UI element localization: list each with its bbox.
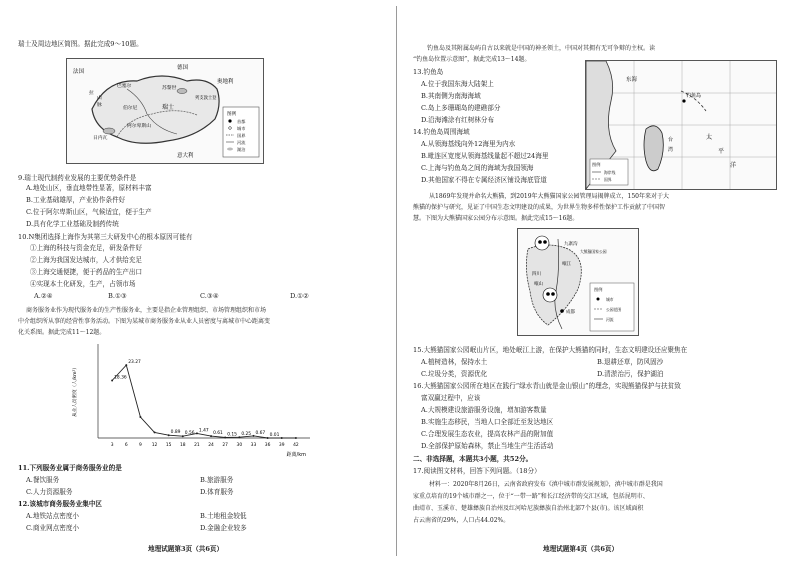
chart-point bbox=[139, 416, 141, 418]
chart-x-tick: 30 bbox=[236, 443, 243, 448]
section-2-heading: 二、非选择题，本题共3小题，共52分。 bbox=[413, 455, 533, 463]
map-label-germany: 德国 bbox=[177, 65, 189, 71]
q17-material-line-3: 曲靖市、玉溪市、楚雄彝族自治州及红河哈尼族彝族自治州北部7个县(市)。该区域面积 bbox=[413, 505, 644, 512]
diaoyu-map-label-island: 钓鱼岛 bbox=[686, 93, 702, 99]
swiss-legend-capital: 首都 bbox=[237, 119, 246, 124]
chart-point bbox=[182, 435, 184, 437]
q9-option-b: B.工业基础雄厚，产业协作条件好 bbox=[26, 196, 126, 204]
q14-option-c: C.上海与钓鱼岛之间的海域为我国领海 bbox=[421, 164, 534, 172]
chart-x-tick: 27 bbox=[222, 443, 228, 448]
map-label-austria: 奥地利 bbox=[217, 79, 234, 85]
chart-point bbox=[238, 436, 240, 438]
q14-option-b: B.毗连区宽度从领海基线量起不超过24海里 bbox=[421, 152, 549, 160]
chart-data-label: 0.67 bbox=[255, 430, 266, 436]
chart-x-tick: 24 bbox=[208, 443, 214, 448]
chart-y-label: 从业人员密度（人/km²） bbox=[73, 365, 78, 417]
chart-data-label: 18.36 bbox=[114, 375, 127, 381]
map-label-italy: 意大利 bbox=[177, 153, 194, 159]
q10-item-2: ②上海为我国发达城市，人才供给充足 bbox=[30, 256, 143, 264]
panda-map-drawing bbox=[518, 229, 638, 335]
chart-x-tick: 33 bbox=[250, 443, 257, 448]
q9-option-a: A.地处山区，垂直地带性显著，原材料丰富 bbox=[26, 184, 152, 192]
chart-data-label: 23.27 bbox=[128, 360, 141, 366]
swiss-map-drawing bbox=[67, 59, 263, 163]
q12-stem: 12.该城市商务服务业集中区 bbox=[18, 500, 103, 508]
q17-stem: 17.阅读图文材料，回答下列问题。（18分） bbox=[413, 467, 541, 475]
diaoyu-map bbox=[585, 60, 777, 190]
diaoyu-map-label-yang: 洋 bbox=[730, 162, 737, 169]
chart-point bbox=[154, 431, 156, 433]
map-label-france: 法国 bbox=[73, 69, 85, 75]
chart-data-label: 1.47 bbox=[198, 428, 209, 434]
q10-option-a: A.②④ bbox=[34, 292, 53, 300]
diaoyu-map-label-tai2: 太 bbox=[706, 134, 713, 141]
q16-option-d: D.全部保护原始森林，禁止当地生产生活活动 bbox=[421, 442, 554, 450]
q15-option-d: D.清淤治污，保护湖泊 bbox=[597, 370, 664, 378]
panda-map-label-jiuzhaigou: 九寨沟 bbox=[564, 242, 578, 247]
q11-option-a: A.餐饮服务 bbox=[26, 476, 60, 484]
chart-point bbox=[224, 437, 226, 439]
chart-point bbox=[295, 437, 297, 439]
q13-option-d: D.沿海滩涂有红树林分布 bbox=[421, 116, 495, 124]
q11-option-d: D.体育服务 bbox=[200, 488, 234, 496]
q10-option-c: C.③④ bbox=[200, 292, 219, 300]
right-page bbox=[397, 0, 794, 561]
panda-passage-line-3: 慧。下图为大熊猫国家公园分布示意图。据此完成15～16题。 bbox=[413, 215, 579, 222]
chart-point bbox=[252, 435, 254, 437]
map-label-geneva: 日内瓦 bbox=[93, 136, 108, 141]
panda-map-label-park: 大熊猫国家公园 bbox=[580, 249, 607, 254]
q15-option-c: C.垃圾分类，资源优化 bbox=[421, 370, 488, 378]
chart-x-tick: 3 bbox=[110, 443, 114, 448]
swiss-legend-title: 图例 bbox=[227, 112, 237, 117]
swiss-legend-city: 城市 bbox=[237, 126, 246, 131]
chart-data-label: 0.56 bbox=[184, 431, 195, 437]
q16-option-b: B.实施生态移民，当地人口全部迁至发达地区 bbox=[421, 418, 554, 426]
diaoyu-intro-line-1: 钓鱼岛及其附属岛屿自古以来就是中国的神圣领土，中国对其拥有无可争辩的主权。读 bbox=[427, 45, 656, 52]
chart-data-label: 0.25 bbox=[241, 432, 252, 438]
chart-data-label: 0.61 bbox=[213, 431, 223, 437]
q13-option-b: B.其南侧为南海海域 bbox=[421, 92, 481, 100]
q16-stem-line-2: 富双赢过程中，应该 bbox=[421, 394, 481, 402]
chart-series-line bbox=[112, 365, 296, 438]
panda-legend-river: 河流 bbox=[606, 317, 614, 322]
chart-x-label: 距离/km bbox=[286, 452, 306, 458]
chart-point bbox=[210, 435, 212, 437]
panda-map-label-minjiang: 岷江 bbox=[562, 262, 571, 267]
diaoyu-map-label-east-sea: 东海 bbox=[626, 77, 638, 83]
q11-option-b: B.旅游服务 bbox=[200, 476, 234, 484]
swiss-legend-border: 国界 bbox=[237, 133, 246, 138]
panda-map bbox=[517, 228, 639, 336]
diaoyu-intro-line-2: “钓鱼岛位置示意图”，据此完成13～14题。 bbox=[413, 56, 531, 63]
map-label-zurich: 苏黎世 bbox=[162, 86, 177, 91]
left-page-footer: 地理试题第3页（共6页） bbox=[148, 545, 224, 553]
panda-map-label-sichuan: 四川 bbox=[532, 272, 541, 277]
q10-item-3: ③上海交通便捷，便于药品的生产出口 bbox=[30, 268, 143, 276]
diaoyu-map-label-wan: 湾 bbox=[668, 147, 674, 153]
panda-map-label-chengdu: 成都 bbox=[566, 310, 575, 315]
panda-passage-line-1: 从1869年发现并命名大熊猫，到2019年大熊猫国家公园管理局揭牌成立，150年来对于大 bbox=[429, 193, 669, 200]
q17-material-line-4: 占云南省的29%，人口占44.02%。 bbox=[413, 517, 510, 524]
map-label-alps: 阿尔卑斯山 bbox=[127, 124, 151, 129]
swiss-map bbox=[66, 58, 264, 164]
panda-passage-line-2: 熊猫的保护与研究，见证了中国生态文明建设的成果，为世界生物多样性保护工作贡献了中国智 bbox=[413, 204, 666, 211]
q10-stem: 10.N集团选择上海作为其第三大研发中心的根本原因可能有 bbox=[18, 233, 193, 241]
panda-legend-city: 城市 bbox=[606, 297, 614, 302]
diaoyu-map-label-ping: 平 bbox=[718, 148, 725, 155]
q13-stem: 13.钓鱼岛 bbox=[413, 68, 444, 76]
q17-material-line-2: 家重点培育的19个城市群之一，位于“一带一路”和长江经济带的交汇区域，包括昆明市、 bbox=[413, 493, 649, 500]
q9-option-c: C.位于阿尔卑斯山区，气候适宜，便于生产 bbox=[26, 208, 152, 216]
diaoyu-legend-title: 图例 bbox=[592, 162, 601, 167]
right-page-footer: 地理试题第4页（共6页） bbox=[543, 545, 619, 553]
chart-x-tick: 6 bbox=[124, 443, 128, 448]
q15-option-b: B.退耕还草，防风固沙 bbox=[597, 358, 664, 366]
diaoyu-map-drawing bbox=[586, 61, 776, 189]
q11-option-c: C.人力资源服务 bbox=[26, 488, 73, 496]
q12-option-c: C.商业网点密度小 bbox=[26, 524, 80, 532]
map-label-liechtenstein: 列支敦士登 bbox=[195, 96, 217, 101]
map-label-range: 脉 bbox=[97, 103, 102, 108]
q12-option-b: B.土地租金较低 bbox=[200, 512, 247, 520]
commerce-passage-line-3: 化关系图。据此完成11～12题。 bbox=[18, 329, 106, 336]
employment-density-chart bbox=[68, 338, 318, 463]
q9-stem: 9.瑞士现代制药业发展的主要优势条件是 bbox=[18, 174, 137, 182]
map-label-la: 拉 bbox=[89, 91, 94, 96]
q9-option-d: D.具有化学工业基础及制药传统 bbox=[26, 220, 119, 228]
q12-option-d: D.金融企业较多 bbox=[200, 524, 247, 532]
chart-x-tick: 9 bbox=[139, 443, 142, 448]
chart-x-tick: 21 bbox=[194, 443, 200, 448]
chart-x-tick: 18 bbox=[180, 443, 186, 448]
q16-option-c: C.合理发展生态农业，提高农林产品的附加值 bbox=[421, 430, 554, 438]
swiss-intro-tail: 瑞士及周边地区简图。据此完成9～10题。 bbox=[18, 40, 143, 48]
panda-legend-park: 公园范围 bbox=[606, 307, 622, 312]
q11-stem: 11.下列服务业属于商务服务业的是 bbox=[18, 464, 122, 472]
q15-stem: 15.大熊猫国家公园岷山片区，地处岷江上游，在保护大熊猫的同时，生态文明建设还应聚焦在 bbox=[413, 346, 688, 354]
chart-data-label: 0.01 bbox=[269, 432, 280, 438]
q15-option-a: A.植树造林，保持水土 bbox=[421, 358, 488, 366]
panda-legend-title: 图例 bbox=[594, 287, 603, 292]
swiss-legend-lake: 湖泊 bbox=[237, 147, 246, 152]
q16-stem-line-1: 16.大熊猫国家公园所在地区在践行“绿水青山就是金山银山”的理念，实现熊猫保护与扶贫致 bbox=[413, 382, 681, 390]
commerce-passage-line-1: 商务服务业作为现代服务业的生产性服务业，主要是指企业管理组织、市场管理组织和市场 bbox=[26, 307, 267, 314]
chart-x-tick: 12 bbox=[151, 443, 158, 448]
q10-option-d: D.①② bbox=[290, 292, 309, 300]
q10-item-1: ①上海的科技与资金充足，研发条件好 bbox=[30, 244, 143, 252]
q16-option-a: A.大规模建设旅游服务设施，增加游客数量 bbox=[421, 406, 547, 414]
chart-point bbox=[125, 364, 127, 366]
q17-material-line-1: 材料一：2020年8月26日，云南省政府发布《滇中城市群发展规划》，滇中城市群是我国 bbox=[429, 481, 663, 488]
map-label-switzerland: 瑞士 bbox=[162, 104, 175, 111]
chart-point bbox=[267, 437, 269, 439]
map-label-mountain: 山 bbox=[97, 96, 102, 101]
q12-option-a: A.地铁站点密度小 bbox=[26, 512, 80, 520]
chart-data-label: 0.89 bbox=[170, 430, 181, 436]
chart-x-tick: 42 bbox=[293, 443, 299, 448]
diaoyu-map-label-tai: 台 bbox=[668, 137, 674, 143]
q14-option-a: A.从领海基线向外12海里为内水 bbox=[421, 140, 516, 148]
chart-point bbox=[281, 437, 283, 439]
chart-data-label: 0.15 bbox=[227, 432, 237, 438]
q13-option-a: A.位于我国东海大陆架上 bbox=[421, 80, 494, 88]
swiss-legend-river: 河流 bbox=[237, 140, 246, 145]
chart-x-tick: 15 bbox=[165, 443, 172, 448]
chart-x-tick: 36 bbox=[264, 443, 271, 448]
q10-option-b: B.①③ bbox=[108, 292, 127, 300]
q14-stem: 14.钓鱼岛周围海域 bbox=[413, 128, 470, 136]
diaoyu-legend-coastline: 海岸线 bbox=[604, 170, 616, 175]
panda-map-label-minshan: 岷山 bbox=[534, 282, 543, 287]
q14-option-d: D.其他国家不得在专属经济区铺设海底管道 bbox=[421, 176, 547, 184]
chart-point bbox=[196, 432, 198, 434]
map-label-basel: 巴塞尔 bbox=[117, 84, 132, 89]
q10-item-4: ④实现本土化研发，生产，占领市场 bbox=[30, 280, 136, 288]
diaoyu-legend-border: 国界 bbox=[604, 177, 612, 182]
chart-x-tick: 39 bbox=[278, 443, 285, 448]
q13-option-c: C.岛上多珊瑚岛的建礁部分 bbox=[421, 104, 501, 112]
commerce-passage-line-2: 中介组织所从事的经营性事务活动。下图为某城市商务服务业从业人员密度与离城市中心距离变 bbox=[18, 318, 271, 325]
chart-point bbox=[111, 379, 113, 381]
chart-point bbox=[168, 434, 170, 436]
map-label-bern: 伯尔尼 bbox=[123, 106, 138, 111]
